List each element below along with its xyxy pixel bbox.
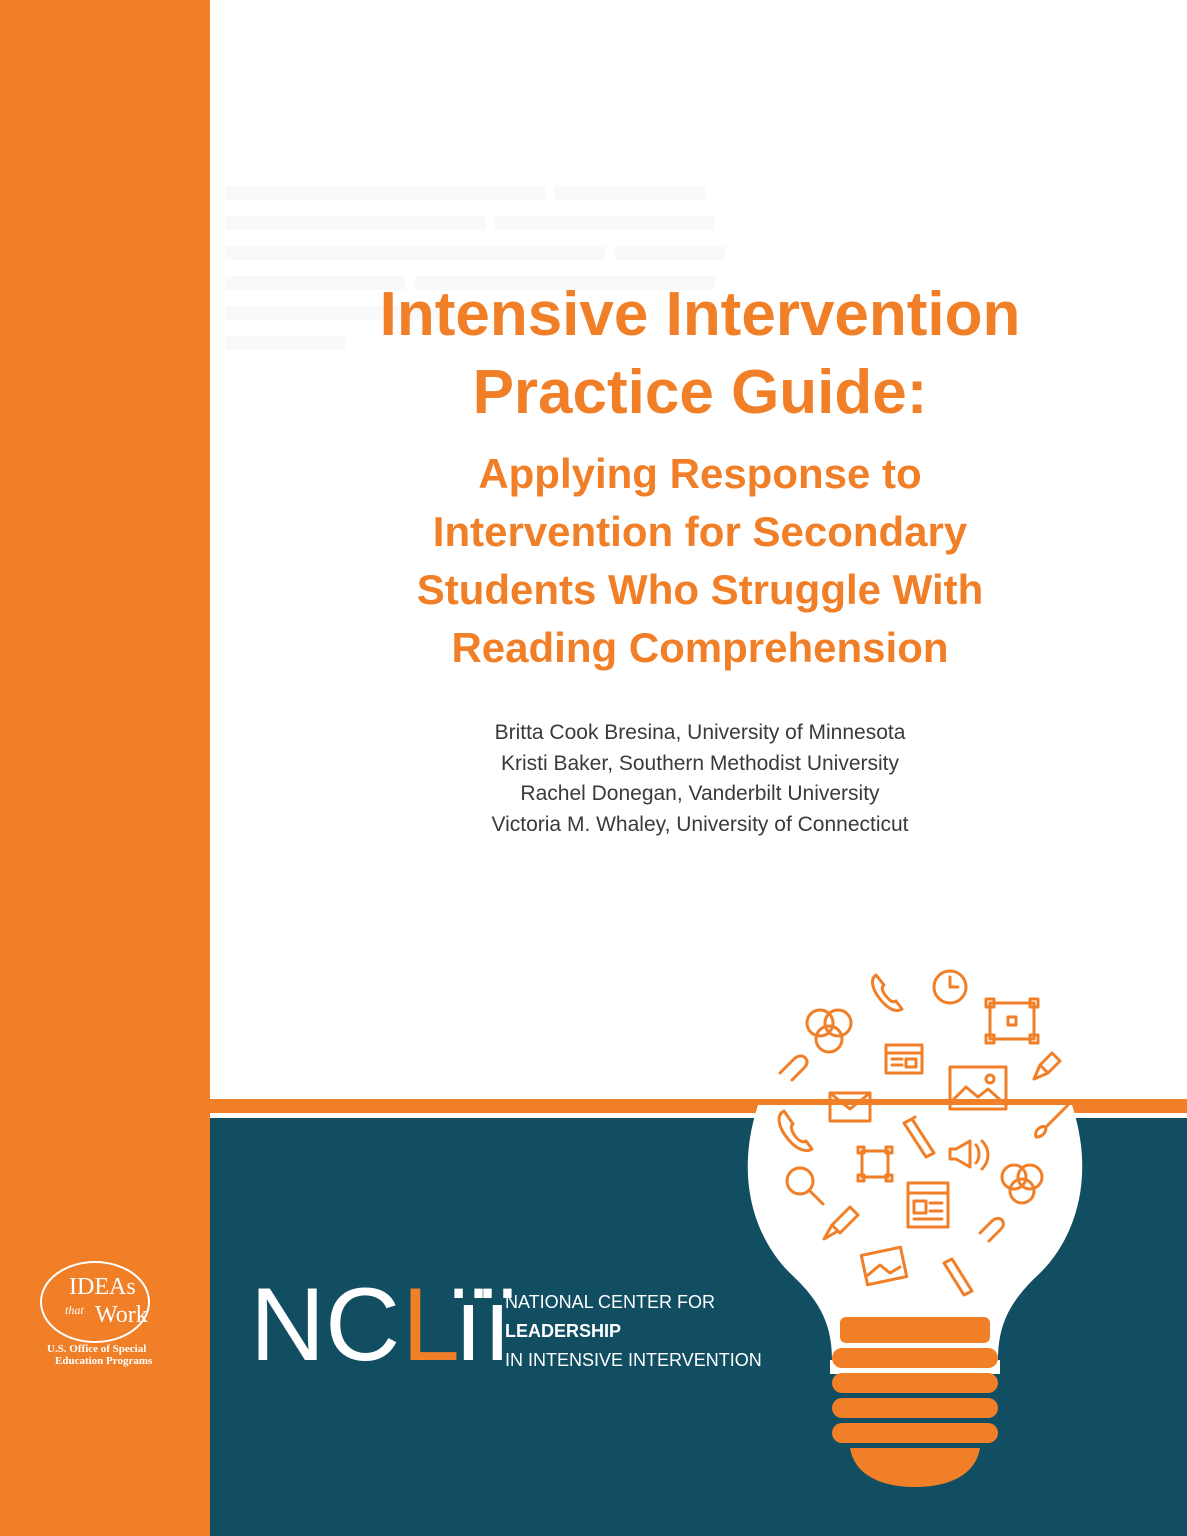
logo-word-ideas: IDEAs <box>69 1274 136 1300</box>
phone-icon <box>873 975 902 1011</box>
logo-caption-line: Education Programs <box>55 1355 153 1367</box>
author-line: Rachel Donegan, Vanderbilt University <box>520 782 880 805</box>
tagline-line: LEADERSHIP <box>505 1321 622 1341</box>
subtitle-line: Applying Response to <box>478 450 922 497</box>
logo-word-work: Work <box>95 1302 148 1328</box>
author-list <box>390 718 1010 840</box>
document-subtitle <box>290 445 1110 677</box>
title-line: Practice Guide: <box>472 358 928 427</box>
circles-icon <box>807 1010 851 1052</box>
crop-frame-icon <box>986 999 1038 1043</box>
author-line: Britta Cook Bresina, University of Minnesota <box>494 721 906 744</box>
wordmark-nc: NC <box>250 1267 401 1383</box>
pen-nib-icon <box>1034 1053 1060 1079</box>
nclii-wordmark <box>250 1262 512 1383</box>
image-icon <box>950 1067 1006 1109</box>
tagline-line: IN INTENSIVE INTERVENTION <box>505 1350 762 1370</box>
document-title <box>290 276 1110 432</box>
title-line: Intensive Intervention <box>379 280 1021 349</box>
paperclip-icon <box>780 1056 807 1080</box>
bulb-base <box>832 1317 998 1487</box>
logo-word-that: that <box>65 1303 84 1317</box>
tagline-line: NATIONAL CENTER FOR <box>505 1292 716 1312</box>
author-line: Kristi Baker, Southern Methodist University <box>501 751 899 775</box>
wordmark-l: L <box>402 1267 460 1383</box>
author-line: Victoria M. Whaley, University of Connecticut <box>491 812 909 836</box>
subtitle-line: Students Who Struggle With <box>416 566 984 613</box>
logo-caption-line: U.S. Office of Special <box>47 1343 147 1355</box>
browser-window-icon <box>886 1045 922 1073</box>
wordmark-ii: ïï <box>454 1267 512 1383</box>
ideas-that-work-logo <box>35 1258 175 1370</box>
lightbulb-illustration <box>740 955 1090 1536</box>
subtitle-line: Intervention for Secondary <box>432 508 968 555</box>
subtitle-line: Reading Comprehension <box>451 624 949 671</box>
clock-icon <box>934 971 966 1003</box>
nclii-tagline <box>505 1288 762 1375</box>
